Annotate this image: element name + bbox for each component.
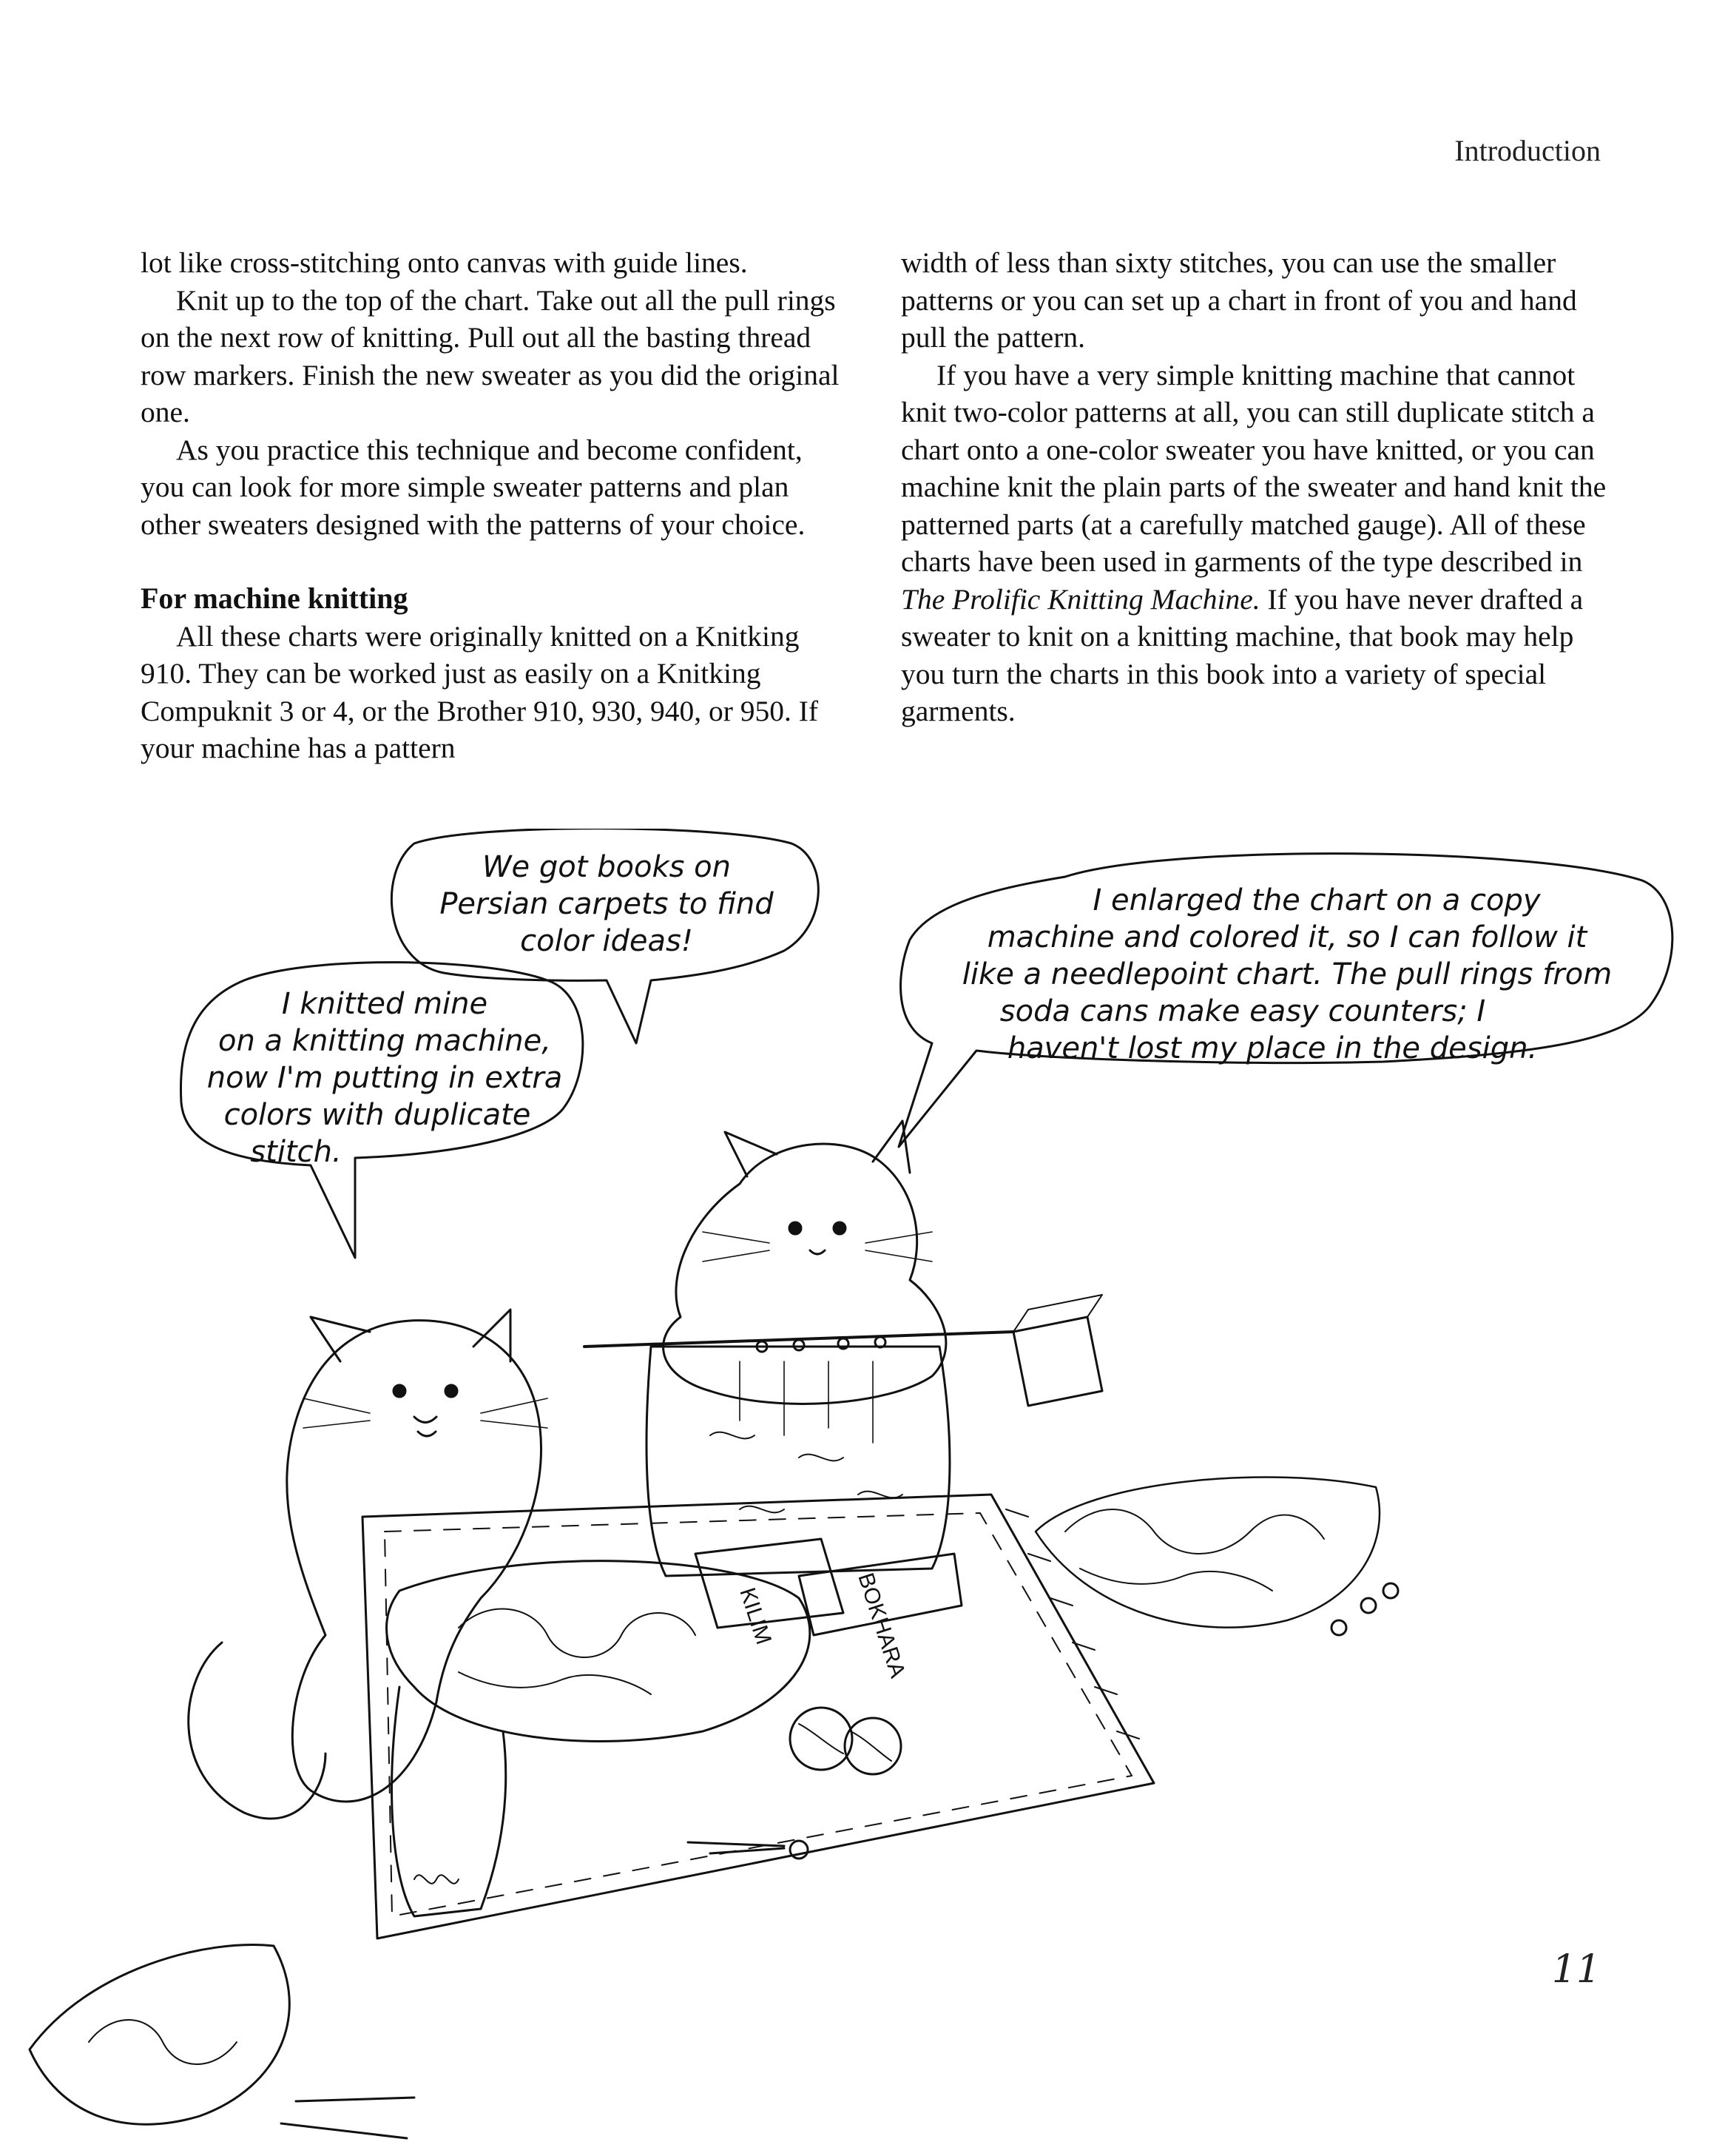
bubble-persian-line-3: color ideas! <box>520 924 693 958</box>
left-paragraph-1: lot like cross-stitching onto canvas with guide lines. <box>141 246 748 279</box>
bubble-persian-line-1: We got books on <box>482 850 732 884</box>
left-paragraph-3: As you practice this technique and become confident, you can look for more simple sweater patterns and plan other sweaters designed with the patterns of your choice. <box>141 433 806 541</box>
bubble-knitted-line-5: stitch. <box>250 1135 342 1169</box>
bubble-chart-line-1: I enlarged the chart on a copy <box>1093 883 1541 917</box>
bubble-knitted-line-2: on a knitting machine, <box>218 1024 551 1058</box>
bubble-persian-line-2: Persian carpets to find <box>439 887 774 921</box>
bubble-chart-line-5: haven't lost my place in the design. <box>1007 1031 1538 1065</box>
bubble-chart-line-4: soda cans make easy counters; I <box>999 994 1486 1028</box>
cats-knitting-illustration <box>0 829 1725 2156</box>
cat-left <box>287 1321 541 1802</box>
cat-right <box>664 1144 946 1404</box>
scissors <box>688 1842 784 1853</box>
left-paragraph-2: Knit up to the top of the chart. Take out all the pull rings on the next row of knitting. Pull out all the basting thread row markers. Finish the new sweater as you did the original one. <box>141 283 840 428</box>
bubble-knitted-line-1: I knitted mine <box>281 987 488 1021</box>
book-bokhara-title: BOKHARA <box>853 1569 911 1681</box>
book-title: The Prolific Knitting Machine. <box>901 582 1260 616</box>
bubble-knitted-line-4: colors with duplicate <box>223 1098 531 1132</box>
carpet <box>362 1495 1154 1938</box>
small-sweater <box>30 1945 289 2125</box>
bubble-chart-line-3: like a needlepoint chart. The pull rings from <box>962 957 1613 991</box>
pull-ring-box <box>1013 1317 1102 1406</box>
bubble-knitted-line-3: now I'm putting in extra <box>206 1061 563 1095</box>
right-paragraph-2 <box>901 357 1611 730</box>
section-gap <box>141 543 851 580</box>
left-column <box>141 244 851 767</box>
left-paragraph-4: All these charts were originally knitted on a Knitking 910. They can be worked just as easily on a Knitking Compuknit 3 or 4, or the Brother 910, 930, 940, or 950. If your machine has a pattern <box>141 619 819 764</box>
bubble-chart-line-2: machine and colored it, so I can follow it <box>987 920 1587 954</box>
book-kilim-title: KILIM <box>735 1584 776 1648</box>
button <box>1361 1598 1376 1613</box>
right-paragraph-1: width of less than sixty stitches, you can use the smaller patterns or you can set up a chart in front of you and hand pull the pattern. <box>901 246 1577 354</box>
section-heading: For machine knitting <box>141 582 408 615</box>
right-paragraph-2-end: If you have never drafted a sweater to knit on a knitting machine, that book may help you turn the charts in this book into a variety of special garments. <box>901 582 1584 727</box>
running-head: Introduction <box>1454 134 1601 167</box>
right-paragraph-2-text: If you have a very simple knitting machine that cannot knit two-color patterns at all, you can still duplicate stitch a chart onto a one-color sweater you have knitted, or you can machine knit the plain parts of the sweater and hand knit the patterned parts (at a carefully matched gauge). All of these charts have been used in garments of the type described in <box>901 358 1607 578</box>
right-column <box>901 244 1611 730</box>
page-number: 11 <box>1551 1947 1601 1992</box>
